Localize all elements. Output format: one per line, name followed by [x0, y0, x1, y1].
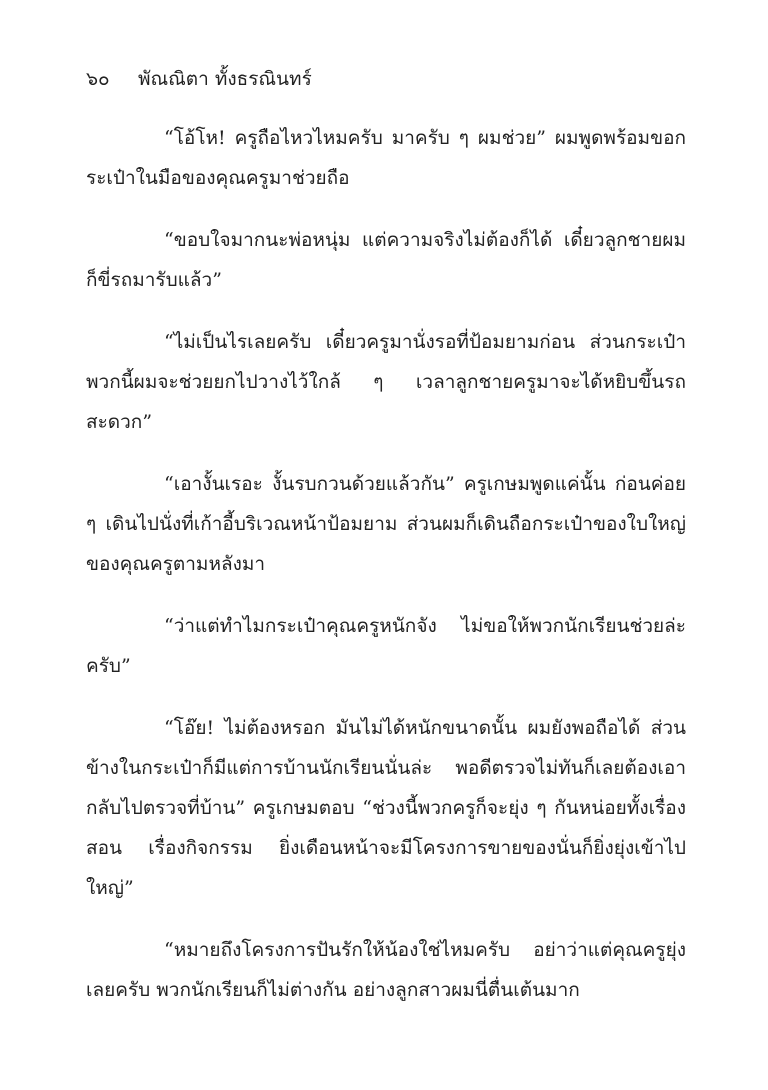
running-header [86, 62, 312, 96]
page-number: ๖๐ [86, 68, 110, 90]
author-name: พัณณิตา ทั้งธรณินทร์ [138, 68, 312, 90]
paragraph-2: “ขอบใจมากนะพ่อหนุ่ม แต่ความจริงไม่ต้องก็ได้ เดี๋ยวลูกชายผมก็ขี่รถมารับแล้ว” [86, 229, 686, 291]
paragraph-5: “ว่าแต่ทำไมกระเป๋าคุณครูหนักจัง ไม่ขอให้พวกนักเรียนช่วยล่ะครับ” [86, 615, 686, 677]
paragraph-6: “โอ๊ย! ไม่ต้องหรอก มันไม่ได้หนักขนาดนั้น ผมยังพอถือได้ ส่วนข้างในกระเป๋าก็มีแต่การบ้านนักเรียนนั่นล่ะ พอดีตรวจไม่ทันก็เลยต้องเอากลับไปตรวจที่บ้าน” ครูเกษมตอบ “ช่วงนี้พวกครูก็จะยุ่ง ๆ กันหน่อยทั้งเรื่องสอน เรื่องกิจกรรม ยิ่งเดือนหน้าจะมีโครงการขายของนั่นก็ยิ่งยุ่งเข้าไปใหญ่” [86, 717, 686, 899]
body-text [86, 118, 686, 1010]
paragraph-3: “ไม่เป็นไรเลยครับ เดี๋ยวครูมานั่งรอที่ป้อมยามก่อน ส่วนกระเป๋าพวกนี้ผมจะช่วยยกไปวางไว้ใกล้ ๆ เวลาลูกชายครูมาจะได้หยิบขึ้นรถสะดวก” [86, 331, 686, 433]
paragraph-4: “เอางั้นเรอะ งั้นรบกวนด้วยแล้วกัน” ครูเกษมพูดแค่นั้น ก่อนค่อย ๆ เดินไปนั่งที่เก้าอี้บริเวณหน้าป้อมยาม ส่วนผมก็เดินถือกระเป๋าของใบใหญ่ของคุณครูตามหลังมา [86, 473, 686, 575]
paragraph-1: “โอ้โห! ครูถือไหวไหมครับ มาครับ ๆ ผมช่วย” ผมพูดพร้อมขอกระเป๋าในมือของคุณครูมาช่วยถือ [86, 127, 686, 189]
paragraph-7: “หมายถึงโครงการปันรักให้น้องใช่ไหมครับ อย่าว่าแต่คุณครูยุ่งเลยครับ พวกนักเรียนก็ไม่ต่างกัน อย่างลูกสาวผมนี่ตื่นเต้นมาก [86, 939, 686, 1001]
